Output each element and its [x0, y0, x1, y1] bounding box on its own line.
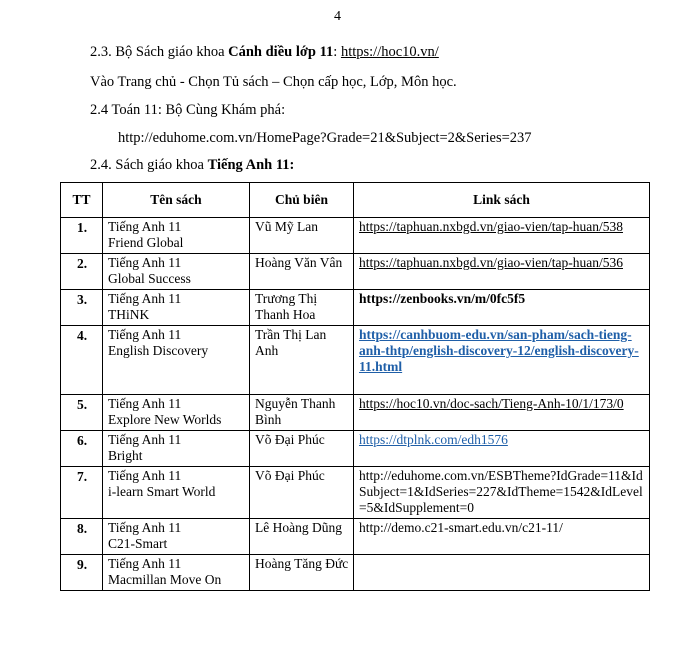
- row-number: 5.: [61, 395, 103, 431]
- table-row: [61, 519, 650, 555]
- row-number: 2.: [61, 254, 103, 290]
- book-name: [103, 555, 250, 591]
- book-link-cell: [354, 290, 650, 326]
- book-link-cell: [354, 555, 650, 591]
- book-link[interactable]: https://taphuan.nxbgd.vn/giao-vien/tap-huan/536: [359, 255, 623, 270]
- section-2-3-title: Cánh diều lớp 11: [228, 44, 334, 60]
- row-number: 3.: [61, 290, 103, 326]
- hoc10-link[interactable]: https://hoc10.vn/: [340, 44, 439, 60]
- header-editor: Chủ biên: [250, 183, 354, 218]
- row-number: 8.: [61, 519, 103, 555]
- textbook-table: [60, 182, 650, 591]
- book-name: [103, 290, 250, 326]
- editor-name: Trương Thị Thanh Hoa: [250, 290, 354, 326]
- section-2-3: [90, 44, 439, 61]
- book-link[interactable]: https://taphuan.nxbgd.vn/giao-vien/tap-huan/538: [359, 219, 623, 234]
- instructions-text: Vào Trang chủ - Chọn Tủ sách – Chọn cấp học, Lớp, Môn học.: [90, 74, 457, 90]
- section-2-4-english-title: Tiếng Anh 11:: [207, 157, 295, 173]
- section-2-3-sep: :: [333, 44, 341, 60]
- table-row: [61, 290, 650, 326]
- book-link[interactable]: http://eduhome.com.vn/ESBTheme?IdGrade=11&IdSubject=1&IdSeries=227&IdTheme=1542&IdLevel=5&IdSupplement=0: [359, 468, 643, 515]
- section-2-4-english: [90, 157, 294, 174]
- row-number: 6.: [61, 431, 103, 467]
- book-link-cell: [354, 254, 650, 290]
- book-title: Tiếng Anh 11: [108, 291, 182, 306]
- book-title: Tiếng Anh 11: [108, 468, 182, 483]
- editor-name: Hoàng Tăng Đức: [250, 555, 354, 591]
- book-series: C21-Smart: [108, 536, 168, 551]
- book-series: Explore New Worlds: [108, 412, 222, 427]
- book-name: [103, 467, 250, 519]
- book-series: Macmillan Move On: [108, 572, 222, 587]
- book-link-cell: [354, 431, 650, 467]
- table-row: [61, 467, 650, 519]
- table-row: [61, 555, 650, 591]
- book-name: [103, 431, 250, 467]
- book-title: Tiếng Anh 11: [108, 556, 182, 571]
- table-header-row: [61, 183, 650, 218]
- table-row: [61, 218, 650, 254]
- editor-name: Lê Hoàng Dũng: [250, 519, 354, 555]
- book-name: [103, 254, 250, 290]
- book-title: Tiếng Anh 11: [108, 432, 182, 447]
- table-row: [61, 326, 650, 395]
- book-link-cell: [354, 218, 650, 254]
- book-series: Friend Global: [108, 235, 184, 250]
- book-series: THiNK: [108, 307, 150, 322]
- row-number: 4.: [61, 326, 103, 395]
- table-row: [61, 395, 650, 431]
- book-link[interactable]: https://canhbuom-edu.vn/san-pham/sach-tieng-anh-thtp/english-discovery-12/english-discovery-11.html: [359, 327, 639, 374]
- book-series: i-learn Smart World: [108, 484, 216, 499]
- header-book: Tên sách: [103, 183, 250, 218]
- eduhome-math-link[interactable]: http://eduhome.com.vn/HomePage?Grade=21&Subject=2&Series=237: [118, 130, 532, 146]
- header-link: Link sách: [354, 183, 650, 218]
- row-number: 9.: [61, 555, 103, 591]
- book-series: Bright: [108, 448, 143, 463]
- page-number: 4: [334, 9, 341, 24]
- book-name: [103, 519, 250, 555]
- book-title: Tiếng Anh 11: [108, 327, 182, 342]
- header-tt: TT: [61, 183, 103, 218]
- row-number: 1.: [61, 218, 103, 254]
- editor-name: Võ Đại Phúc: [250, 431, 354, 467]
- row-number: 7.: [61, 467, 103, 519]
- book-link-cell: [354, 467, 650, 519]
- editor-name: Võ Đại Phúc: [250, 467, 354, 519]
- book-series: English Discovery: [108, 343, 209, 358]
- section-2-3-prefix: 2.3. Bộ Sách giáo khoa: [90, 44, 229, 60]
- book-title: Tiếng Anh 11: [108, 255, 182, 270]
- book-name: [103, 218, 250, 254]
- editor-name: Nguyễn Thanh Bình: [250, 395, 354, 431]
- book-title: Tiếng Anh 11: [108, 396, 182, 411]
- book-link[interactable]: https://dtplnk.com/edh1576: [359, 432, 508, 447]
- book-name: [103, 326, 250, 395]
- book-series: Global Success: [108, 271, 191, 286]
- book-title: Tiếng Anh 11: [108, 219, 182, 234]
- book-link-cell: [354, 395, 650, 431]
- book-title: Tiếng Anh 11: [108, 520, 182, 535]
- editor-name: Hoàng Văn Vân: [250, 254, 354, 290]
- book-name: [103, 395, 250, 431]
- table-row: [61, 431, 650, 467]
- book-link-cell: [354, 326, 650, 395]
- book-link[interactable]: http://demo.c21-smart.edu.vn/c21-11/: [359, 520, 563, 535]
- book-link[interactable]: https://hoc10.vn/doc-sach/Tieng-Anh-10/1/173/0: [359, 396, 624, 411]
- editor-name: Vũ Mỹ Lan: [250, 218, 354, 254]
- editor-name: Trần Thị Lan Anh: [250, 326, 354, 395]
- table-row: [61, 254, 650, 290]
- book-link-cell: [354, 519, 650, 555]
- book-link[interactable]: https://zenbooks.vn/m/0fc5f5: [359, 291, 526, 306]
- section-2-4-english-prefix: 2.4. Sách giáo khoa: [90, 157, 208, 173]
- section-2-4-math: 2.4 Toán 11: Bộ Cùng Khám phá:: [90, 102, 286, 118]
